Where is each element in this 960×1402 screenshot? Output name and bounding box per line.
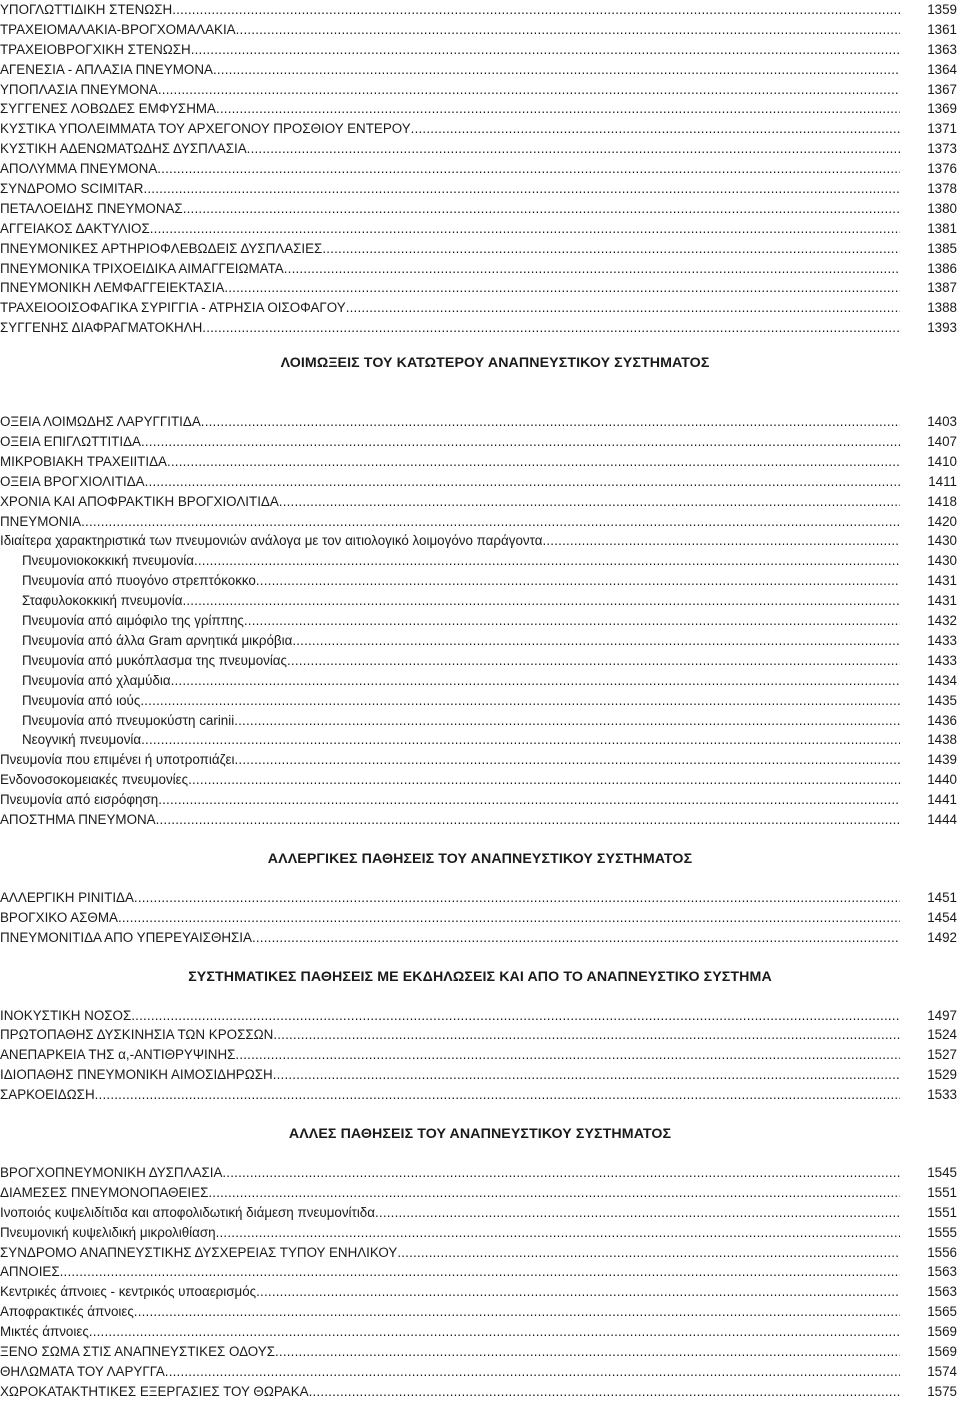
toc-entry <box>0 60 960 80</box>
toc-entry-page-number: 1433 <box>927 652 957 668</box>
toc-entry-page-number: 1441 <box>927 792 957 808</box>
toc-entry-title <box>0 1342 900 1362</box>
toc-entry-label: ΠΝΕΥΜΟΝΙΚΑ ΤΡΙΧΟΕΙΔΙΚΑ ΑΙΜΑΓΓΕΙΩΜΑΤΑ <box>0 260 284 276</box>
toc-entry <box>0 1322 960 1342</box>
toc-entry-page-number: 1527 <box>927 1047 957 1063</box>
toc-entry <box>0 0 960 20</box>
toc-entry-title <box>22 730 900 750</box>
toc-entry-title <box>0 472 900 492</box>
toc-entry-label: ΟΞΕΙΑ ΒΡΟΓΧΙΟΛΙΤΙΔΑ <box>0 473 145 489</box>
toc-entry-label: Μικτές άπνοιες <box>0 1324 89 1340</box>
toc-entry-title <box>0 531 900 551</box>
toc-entry <box>0 1006 960 1026</box>
toc-entry-label: ΜΙΚΡΟΒΙΑΚΗ ΤΡΑΧΕΙΙΤΙΔΑ <box>0 453 167 469</box>
toc-entry <box>0 512 960 532</box>
toc-entry-label: Πνευμονία από ιούς <box>22 692 141 708</box>
toc-entry-label: ΑΝΕΠΑΡΚΕΙΑ ΤΗΣ α,-ΑΝΤΙΘΡΥΨΙΝΗΣ <box>0 1047 236 1063</box>
toc-entry-label: Πνευμονία από αιμόφιλο της γρίππης <box>22 613 244 629</box>
section-heading: ΣΥΣΤΗΜΑΤΙΚΕΣ ΠΑΘΗΣΕΙΣ ΜΕ ΕΚΔΗΛΩΣΕΙΣ ΚΑΙ ΑΠΟ ΤΟ ΑΝΑΠΝΕΥΣΤΙΚΟ ΣΥΣΤΗΜΑ <box>188 968 772 985</box>
toc-entry-label: ΑΠΟΛΥΜΜΑ ΠΝΕΥΜΟΝΑ <box>0 161 158 177</box>
toc-entry-label: ΟΞΕΙΑ ΛΟΙΜΩΔΗΣ ΛΑΡΥΓΓΙΤΙΔΑ <box>0 414 201 430</box>
toc-entry-title <box>0 1322 900 1342</box>
toc-entry-title <box>0 199 900 219</box>
toc-entry-page-number: 1430 <box>927 553 957 569</box>
toc-entry-label: Αποφρακτικές άπνοιες <box>0 1304 134 1320</box>
section-heading: ΑΛΛΕΣ ΠΑΘΗΣΕΙΣ ΤΟΥ ΑΝΑΠΝΕΥΣΤΙΚΟΥ ΣΥΣΤΗΜΑΤΟΣ <box>288 1125 672 1142</box>
toc-entry-title <box>0 412 900 432</box>
toc-entry-title <box>0 1243 900 1263</box>
toc-entry-title <box>0 179 900 199</box>
toc-entry-title <box>0 770 900 790</box>
toc-entry-page-number: 1563 <box>927 1264 957 1280</box>
toc-entry <box>0 80 960 100</box>
toc-entry-title <box>0 119 900 139</box>
toc-entry <box>0 318 960 338</box>
toc-entry-title <box>0 60 900 80</box>
toc-entry-page-number: 1545 <box>927 1164 957 1180</box>
toc-entry <box>0 1362 960 1382</box>
toc-entry-page-number: 1411 <box>928 473 957 489</box>
toc-entry-label: ΘΗΛΩΜΑΤΑ ΤΟΥ ΛΑΡΥΓΓΑ <box>0 1363 165 1379</box>
toc-entry-page-number: 1451 <box>927 889 957 905</box>
toc-entry-page-number: 1440 <box>927 772 957 788</box>
toc-subentry <box>0 571 960 591</box>
toc-entry-label: Πνευμονία από μυκόπλασμα της πνευμονίας <box>22 652 288 668</box>
toc-entry-title <box>22 611 900 631</box>
toc-entry-label: Πνευμονία από χλαμύδια <box>22 672 171 688</box>
toc-subentry <box>0 730 960 750</box>
toc-entry-label: ΣΥΓΓΕΝΗΣ ΔΙΑΦΡΑΓΜΑΤΟΚΗΛΗ <box>0 320 203 336</box>
toc-entry-label: ΠΡΩΤΟΠΑΘΗΣ ΔΥΣΚΙΝΗΣΙΑ ΤΩΝ ΚΡΟΣΣΩΝ <box>0 1027 274 1043</box>
toc-entry-page-number: 1388 <box>927 300 957 316</box>
toc-entry-title <box>0 1362 900 1382</box>
toc-entry <box>0 1203 960 1223</box>
toc-entry <box>0 790 960 810</box>
toc-entry-label: Πνευμονία από άλλα Gram αρνητικά μικρόβια <box>22 632 293 648</box>
toc-entry-page-number: 1431 <box>927 573 957 589</box>
toc-entry-page-number: 1555 <box>927 1224 957 1240</box>
toc-entry-label: ΑΠΟΣΤΗΜΑ ΠΝΕΥΜΟΝΑ <box>0 811 156 827</box>
toc-entry-title <box>0 1223 900 1243</box>
toc-entry <box>0 452 960 472</box>
toc-entry-page-number: 1393 <box>927 320 957 336</box>
toc-entry-label: Ενδονοσοκομειακές πνευμονίες <box>0 772 189 788</box>
toc-entry <box>0 1183 960 1203</box>
toc-entry-page-number: 1407 <box>927 434 957 450</box>
toc-entry-title <box>22 671 900 691</box>
toc-entry-page-number: 1363 <box>927 41 957 57</box>
toc-entry-page-number: 1575 <box>927 1383 957 1399</box>
toc-entry-label: ΧΩΡΟΚΑΤΑΚΤΗΤΙΚΕΣ ΕΞΕΡΓΑΣΙΕΣ ΤΟΥ ΘΩΡΑΚΑ <box>0 1383 309 1399</box>
toc-entry-label: ΠΝΕΥΜΟΝΙΚΕΣ ΑΡΤΗΡΙΟΦΛΕΒΩΔΕΙΣ ΔΥΣΠΛΑΣΙΕΣ <box>0 240 323 256</box>
toc-entry-title <box>0 1085 900 1105</box>
toc-entry-page-number: 1435 <box>927 692 957 708</box>
toc-entry <box>0 159 960 179</box>
toc-entry-title <box>0 1025 900 1045</box>
toc-entry <box>0 750 960 770</box>
toc-entry-page-number: 1436 <box>927 712 957 728</box>
toc-entry <box>0 531 960 551</box>
toc-entry <box>0 1223 960 1243</box>
toc-entry <box>0 139 960 159</box>
toc-entry-page-number: 1434 <box>927 672 957 688</box>
toc-entry-label: ΔΙΑΜΕΣΕΣ ΠΝΕΥΜΟΝΟΠΑΘΕΙΕΣ <box>0 1184 209 1200</box>
toc-entry-title <box>0 750 900 770</box>
toc-entry-label: ΒΡΟΓΧΙΚΟ ΑΣΘΜΑ <box>0 909 118 925</box>
toc-entry-label: ΠΝΕΥΜΟΝΙΤΙΔΑ ΑΠΟ ΥΠΕΡΕΥΑΙΣΘΗΣΙΑ <box>0 929 252 945</box>
toc-entry <box>0 99 960 119</box>
toc-entry-title <box>22 711 900 731</box>
toc-entry-page-number: 1385 <box>927 240 957 256</box>
toc-entry-label: ΣΥΝΔΡΟΜΟ ΑΝΑΠΝΕΥΣΤΙΚΗΣ ΔΥΣΧΕΡΕΙΑΣ ΤΥΠΟΥ ΕΝΗΛΙΚΟΥ <box>0 1244 398 1260</box>
toc-entry-page-number: 1418 <box>927 493 957 509</box>
toc-entry-page-number: 1420 <box>927 513 957 529</box>
toc-entry-label: Σταφυλοκοκκική πνευμονία <box>22 593 183 609</box>
toc-entry <box>0 1085 960 1105</box>
toc-entry-label: Πνευμονία από εισρόφηση <box>0 792 159 808</box>
toc-entry-title <box>22 651 900 671</box>
toc-entry-title <box>0 1045 900 1065</box>
toc-entry-page-number: 1497 <box>927 1007 957 1023</box>
toc-entry <box>0 278 960 298</box>
toc-entry-page-number: 1380 <box>927 200 957 216</box>
toc-entry-title <box>0 1262 900 1282</box>
toc-subentry <box>0 671 960 691</box>
toc-entry-page-number: 1364 <box>927 61 957 77</box>
toc-subentry <box>0 711 960 731</box>
toc-entry-title <box>0 1203 900 1223</box>
toc-entry-label: ΣΑΡΚΟΕΙΔΩΣΗ <box>0 1087 95 1103</box>
toc-entry-label: ΞΕΝΟ ΣΩΜΑ ΣΤΙΣ ΑΝΑΠΝΕΥΣΤΙΚΕΣ ΟΔΟΥΣ <box>0 1343 275 1359</box>
toc-entry-label: Νεογνική πνευμονία <box>22 732 142 748</box>
toc-entry-label: ΚΥΣΤΙΚΗ ΑΔΕΝΩΜΑΤΩΔΗΣ ΔΥΣΠΛΑΣΙΑ <box>0 141 247 157</box>
toc-entry-title <box>0 239 900 259</box>
toc-entry-page-number: 1574 <box>927 1363 957 1379</box>
toc-entry-title <box>0 80 900 100</box>
toc-entry <box>0 259 960 279</box>
toc-entry-page-number: 1378 <box>927 181 957 197</box>
toc-entry <box>0 1045 960 1065</box>
toc-entry-title <box>0 888 900 908</box>
toc-entry-title <box>22 551 900 571</box>
toc-entry-title <box>0 1065 900 1085</box>
toc-subentry <box>0 691 960 711</box>
toc-entry-page-number: 1373 <box>927 141 957 157</box>
toc-entry <box>0 199 960 219</box>
toc-entry-page-number: 1444 <box>927 811 957 827</box>
toc-entry-title <box>0 259 900 279</box>
toc-entry-page-number: 1403 <box>927 414 957 430</box>
toc-entry-label: ΧΡΟΝΙΑ ΚΑΙ ΑΠΟΦΡΑΚΤΙΚΗ ΒΡΟΓΧΙΟΛΙΤΙΔΑ <box>0 493 279 509</box>
toc-entry-page-number: 1454 <box>927 909 957 925</box>
toc-entry <box>0 928 960 948</box>
toc-entry <box>0 1282 960 1302</box>
toc-entry <box>0 888 960 908</box>
toc-entry-page-number: 1432 <box>927 613 957 629</box>
toc-subentry <box>0 651 960 671</box>
toc-entry-page-number: 1565 <box>927 1304 957 1320</box>
toc-entry-page-number: 1556 <box>927 1244 957 1260</box>
toc-entry-page-number: 1524 <box>927 1027 957 1043</box>
toc-entry-title <box>0 810 900 830</box>
toc-entry <box>0 298 960 318</box>
toc-entry <box>0 432 960 452</box>
toc-entry <box>0 908 960 928</box>
toc-entry-page-number: 1361 <box>927 21 957 37</box>
toc-entry <box>0 40 960 60</box>
toc-entry-page-number: 1359 <box>927 2 957 17</box>
toc-subentry <box>0 611 960 631</box>
toc-entry-page-number: 1430 <box>927 533 957 549</box>
section-heading: ΛΟΙΜΩΞΕΙΣ ΤΟΥ ΚΑΤΩΤΕΡΟΥ ΑΝΑΠΝΕΥΣΤΙΚΟΥ ΣΥΣΤΗΜΑΤΟΣ <box>280 355 710 372</box>
toc-entry-label: ΙΔΙΟΠΑΘΗΣ ΠΝΕΥΜΟΝΙΚΗ ΑΙΜΟΣΙΔΗΡΩΣΗ <box>0 1067 273 1083</box>
toc-entry <box>0 1342 960 1362</box>
toc-entry <box>0 412 960 432</box>
toc-entry-title <box>0 278 900 298</box>
toc-entry-title <box>0 432 900 452</box>
toc-entry-title <box>0 452 900 472</box>
toc-entry-title <box>0 928 900 948</box>
toc-entry-title <box>0 1183 900 1203</box>
toc-entry-label: ΑΛΛΕΡΓΙΚΗ ΡΙΝΙΤΙΔΑ <box>0 889 134 905</box>
toc-entry-label: ΑΠΝΟΙΕΣ <box>0 1264 60 1280</box>
toc-entry <box>0 20 960 40</box>
toc-entry-title <box>22 591 900 611</box>
toc-entry-page-number: 1569 <box>927 1324 957 1340</box>
toc-entry-label: ΠΝΕΥΜΟΝΙΚΗ ΛΕΜΦΑΓΓΕΙΕΚΤΑΣΙΑ <box>0 280 225 296</box>
toc-entry-page-number: 1492 <box>927 929 957 945</box>
toc-entry-title <box>0 40 900 60</box>
toc-entry <box>0 1302 960 1322</box>
toc-entry-page-number: 1551 <box>927 1184 957 1200</box>
toc-subentry <box>0 551 960 571</box>
toc-entry-label: ΑΓΕΝΕΣΙΑ - ΑΠΛΑΣΙΑ ΠΝΕΥΜΟΝΑ <box>0 61 213 77</box>
toc-entry-page-number: 1529 <box>927 1067 957 1083</box>
toc-entry-label: ΤΡΑΧΕΙΟΜΑΛΑΚΙΑ-ΒΡΟΓΧΟΜΑΛΑΚΙΑ <box>0 21 236 37</box>
toc-entry-label: ΑΓΓΕΙΑΚΟΣ ΔΑΚΤΥΛΙΟΣ <box>0 220 150 236</box>
toc-entry-label: Πνευμονία από πνευμοκύστη carinii <box>22 712 235 728</box>
toc-entry-label: ΒΡΟΓΧΟΠΝΕΥΜΟΝΙΚΗ ΔΥΣΠΛΑΣΙΑ <box>0 1164 223 1180</box>
toc-entry-title <box>0 512 900 532</box>
toc-entry <box>0 472 960 492</box>
toc-entry-label: Ιδιαίτερα χαρακτηριστικά των πνευμονιών ανάλογα με τον αιτιολογικό λοιμογόνο παράγοντα <box>0 533 543 549</box>
toc-entry-title <box>0 219 900 239</box>
toc-entry-page-number: 1433 <box>927 632 957 648</box>
toc-entry-label: ΟΞΕΙΑ ΕΠΙΓΛΩΤΤΙΤΙΔΑ <box>0 434 141 450</box>
toc-entry-title <box>0 159 900 179</box>
toc-entry-title <box>0 99 900 119</box>
toc-entry-page-number: 1387 <box>927 280 957 296</box>
toc-entry-page-number: 1376 <box>927 161 957 177</box>
toc-subentry <box>0 631 960 651</box>
toc-entry-title <box>0 1006 900 1026</box>
toc-entry-page-number: 1386 <box>927 260 957 276</box>
toc-entry-page-number: 1551 <box>927 1204 957 1220</box>
toc-entry <box>0 770 960 790</box>
toc-entry-title <box>0 298 900 318</box>
toc-entry-label: ΤΡΑΧΕΙΟΒΡΟΓΧΙΚΗ ΣΤΕΝΩΣΗ <box>0 41 191 57</box>
toc-entry-label: ΣΥΝΔΡΟΜΟ SCIMITAR <box>0 181 144 197</box>
toc-entry-label: Πνευμονική κυψελιδική μικρολιθίαση <box>0 1224 216 1240</box>
toc-entry-label: ΣΥΓΓΕΝΕΣ ΛΟΒΩΔΕΣ ΕΜΦΥΣΗΜΑ <box>0 101 216 117</box>
toc-entry-title <box>0 1282 900 1302</box>
toc-entry-page-number: 1533 <box>927 1087 957 1103</box>
toc-entry-page-number: 1371 <box>927 121 957 137</box>
toc-entry-page-number: 1438 <box>927 732 957 748</box>
toc-entry <box>0 492 960 512</box>
toc-entry-title <box>0 492 900 512</box>
toc-entry-title <box>0 1163 900 1183</box>
toc-entry-title <box>0 0 900 20</box>
toc-entry <box>0 239 960 259</box>
toc-entry-page-number: 1369 <box>927 101 957 117</box>
toc-entry-title <box>0 318 900 338</box>
toc-entry-label: ΚΥΣΤΙΚΑ ΥΠΟΛΕΙΜΜΑΤΑ ΤΟΥ ΑΡΧΕΓΟΝΟΥ ΠΡΟΣΘΙΟΥ ΕΝΤΕΡΟΥ <box>0 121 411 137</box>
toc-entry <box>0 1262 960 1282</box>
toc-entry-label: Πνευμονία από πυογόνο στρεπτόκοκκο <box>22 573 256 589</box>
toc-entry-title <box>22 631 900 651</box>
toc-entry-label: ΙΝΟΚΥΣΤΙΚΗ ΝΟΣΟΣ <box>0 1007 132 1023</box>
toc-entry <box>0 1065 960 1085</box>
toc-entry-label: ΤΡΑΧΕΙΟΟΙΣΟΦΑΓΙΚΑ ΣΥΡΙΓΓΙΑ - ΑΤΡΗΣΙΑ ΟΙΣΟΦΑΓΟΥ <box>0 300 346 316</box>
toc-entry-title <box>22 691 900 711</box>
toc-entry <box>0 1025 960 1045</box>
toc-entry <box>0 219 960 239</box>
toc-entry-title <box>0 1302 900 1322</box>
toc-entry-page-number: 1431 <box>927 593 957 609</box>
toc-entry-page-number: 1410 <box>927 453 957 469</box>
toc-entry <box>0 1163 960 1183</box>
toc-entry-page-number: 1569 <box>927 1343 957 1359</box>
toc-entry-page-number: 1367 <box>927 81 957 97</box>
toc-entry-title <box>0 908 900 928</box>
toc-entry-page-number: 1563 <box>927 1284 957 1300</box>
toc-entry <box>0 119 960 139</box>
toc-entry <box>0 810 960 830</box>
toc-entry-page-number: 1439 <box>927 752 957 768</box>
toc-entry-label: Κεντρικές άπνοιες - κεντρικός υποαερισμός <box>0 1284 257 1300</box>
toc-entry-title <box>0 790 900 810</box>
toc-entry-label: Ινοποιός κυψελιδίτιδα και αποφολιδωτική διάμεση πνευμονίτιδα <box>0 1204 375 1220</box>
toc-entry-label: ΠΝΕΥΜΟΝΙΑ <box>0 513 82 529</box>
toc-entry-title <box>0 139 900 159</box>
toc-entry-label: Πνευμονία που επιμένει ή υποτροπιάζει <box>0 752 235 768</box>
toc-entry <box>0 179 960 199</box>
toc-entry <box>0 1243 960 1263</box>
toc-entry-label: ΥΠΟΠΛΑΣΙΑ ΠΝΕΥΜΟΝΑ <box>0 81 158 97</box>
toc-entry-label: Πνευμονιοκοκκική πνευμονία <box>22 553 194 569</box>
toc-entry-title <box>22 571 900 591</box>
toc-entry-page-number: 1381 <box>927 220 957 236</box>
toc-entry-label: ΠΕΤΑΛΟΕΙΔΗΣ ΠΝΕΥΜΟΝΑΣ <box>0 200 183 216</box>
section-heading: ΑΛΛΕΡΓΙΚΕΣ ΠΑΘΗΣΕΙΣ ΤΟΥ ΑΝΑΠΝΕΥΣΤΙΚΟΥ ΣΥΣΤΗΜΑΤΟΣ <box>267 850 693 867</box>
toc-subentry <box>0 591 960 611</box>
toc-entry-label: ΥΠΟΓΛΩΤΤΙΔΙΚΗ ΣΤΕΝΩΣΗ <box>0 2 173 17</box>
toc-entry-title <box>0 20 900 40</box>
